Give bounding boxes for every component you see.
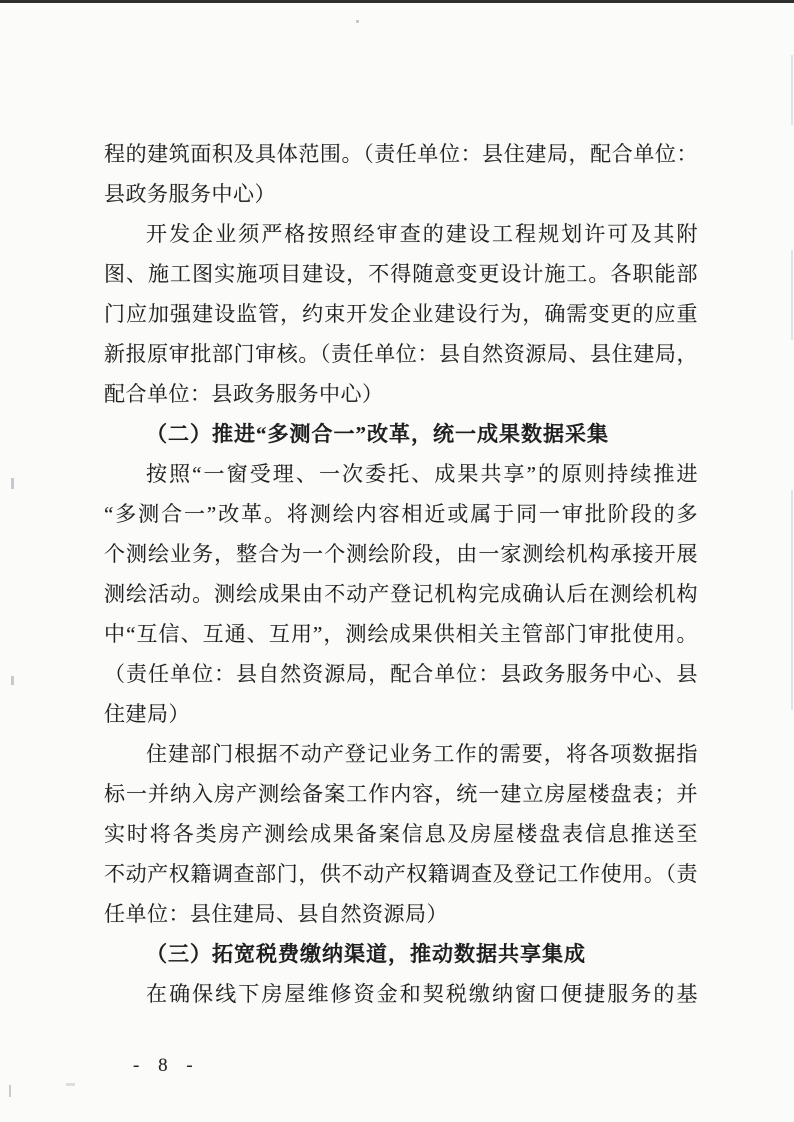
text-line: “多测合一”改革。将测绘内容相近或属于同一审批阶段的多	[104, 502, 698, 526]
scan-artifact	[9, 1085, 11, 1097]
section-heading: （三）拓宽税费缴纳渠道，推动数据共享集成	[146, 942, 586, 966]
scan-artifact	[791, 490, 793, 710]
text-line: 标一并纳入房产测绘备案工作内容，统一建立房屋楼盘表；并	[104, 782, 698, 806]
text-line: 不动产权籍调查部门，供不动产权籍调查及登记工作使用。（责	[104, 862, 698, 886]
text-line: 测绘活动。测绘成果由不动产登记机构完成确认后在测绘机构	[104, 582, 698, 606]
text-line: 住建局）	[104, 702, 190, 726]
text-line: 图、施工图实施项目建设，不得随意变更设计施工。各职能部	[104, 262, 698, 286]
scan-artifact	[791, 250, 793, 340]
text-line: 住建部门根据不动产登记业务工作的需要，将各项数据指	[146, 742, 698, 766]
scan-edge-top	[0, 0, 794, 3]
text-line: 中“互信、互通、互用”，测绘成果供相关主管部门审批使用。	[104, 622, 698, 646]
scan-artifact	[791, 55, 793, 125]
text-line: 程的建筑面积及具体范围。（责任单位：县住建局，配合单位：	[104, 142, 698, 166]
text-line: 按照“一窗受理、一次委托、成果共享”的原则持续推进	[146, 462, 698, 486]
scan-artifact	[11, 676, 14, 685]
text-line: 新报原审批部门审核。（责任单位：县自然资源局、县住建局，	[104, 342, 698, 366]
text-line: 在确保线下房屋维修资金和契税缴纳窗口便捷服务的基	[146, 982, 698, 1006]
scan-artifact	[356, 20, 359, 23]
text-line: 开发企业须严格按照经审查的建设工程规划许可及其附	[146, 222, 698, 246]
text-line: （责任单位：县自然资源局，配合单位：县政务服务中心、县	[104, 662, 698, 686]
page-number: - 8 -	[133, 1055, 200, 1076]
scan-artifact	[66, 1083, 75, 1086]
text-line: 门应加强建设监管，约束开发企业建设行为，确需变更的应重	[104, 302, 698, 326]
text-line: 配合单位：县政务服务中心）	[104, 382, 384, 406]
scan-artifact	[11, 478, 14, 489]
text-line: 任单位：县住建局、县自然资源局）	[104, 902, 448, 926]
section-heading: （二）推进“多测合一”改革，统一成果数据采集	[146, 422, 609, 446]
text-line: 县政务服务中心）	[104, 182, 276, 206]
text-line: 实时将各类房产测绘成果备案信息及房屋楼盘表信息推送至	[104, 822, 698, 846]
document-body	[104, 134, 698, 1014]
text-line: 个测绘业务，整合为一个测绘阶段，由一家测绘机构承接开展	[104, 542, 698, 566]
